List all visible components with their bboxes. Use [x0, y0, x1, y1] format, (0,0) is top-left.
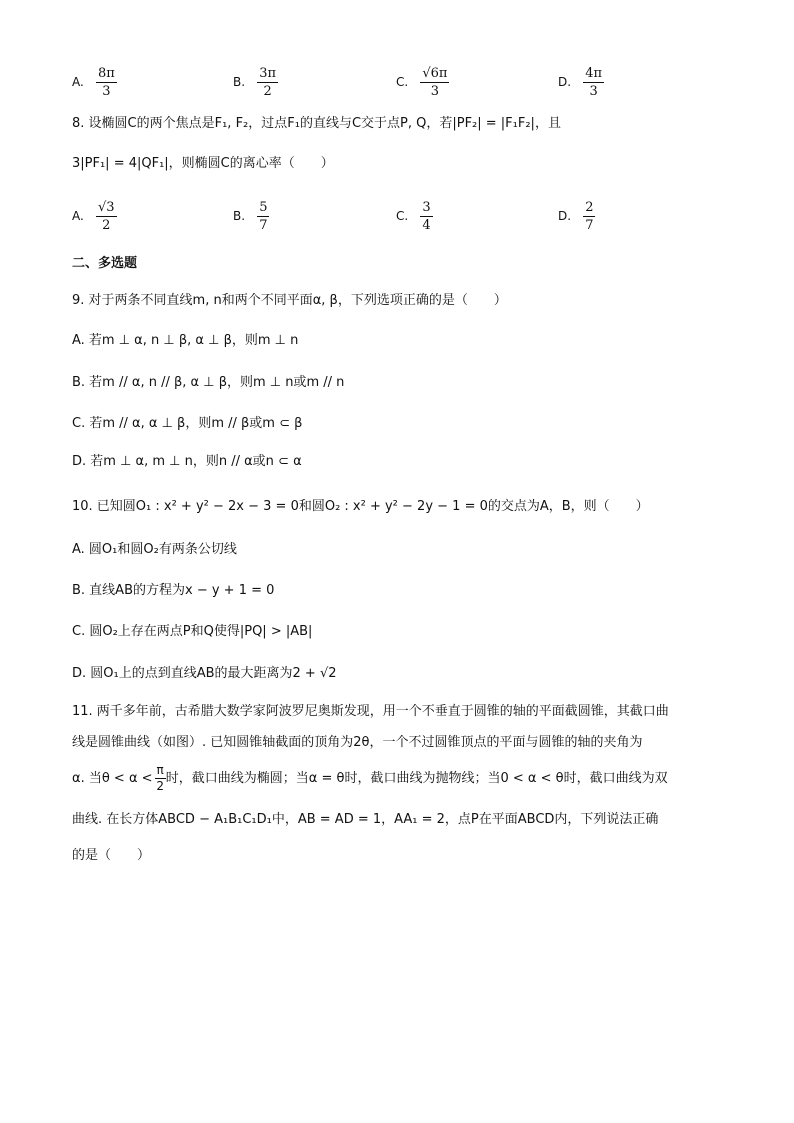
- q11-line1: 11. 两千多年前，古希腊大数学家阿波罗尼奥斯发现，用一个不垂直于圆锥的轴的平面截圆锥，其截口曲: [72, 704, 669, 719]
- fraction: [257, 66, 278, 99]
- numerator: 5: [259, 200, 268, 215]
- option-label: C.: [396, 75, 409, 89]
- q8-option-b: [233, 200, 269, 233]
- denominator: 7: [585, 218, 594, 233]
- q11-line4: 曲线. 在长方体ABCD − A₁B₁C₁D₁中，AB = AD = 1，AA₁ = 2，点P在平面ABCD内，下列说法正确: [72, 812, 659, 827]
- section-title: 二、多选题: [72, 256, 138, 271]
- denominator: 3: [430, 84, 440, 99]
- pi-over-2-fraction: [155, 764, 166, 793]
- q9-option-b: B. 若m // α, n // β, α ⊥ β，则m ⊥ n或m // n: [72, 375, 345, 390]
- fraction: [583, 66, 604, 99]
- q10-option-b: B. 直线AB的方程为x − y + 1 = 0: [72, 583, 275, 598]
- numerator: √6π: [422, 66, 448, 81]
- option-label: C.: [396, 209, 409, 223]
- numerator: 4π: [585, 66, 603, 81]
- denominator: 3: [102, 84, 111, 99]
- q8-stem-line2: 3|PF₁| = 4|QF₁|，则椭圆C的离心率（ ）: [72, 156, 334, 171]
- q7-option-c: [396, 66, 449, 99]
- q7-option-b: [233, 66, 278, 99]
- denominator: 3: [589, 84, 598, 99]
- option-label: B.: [233, 75, 246, 89]
- q10-option-c: C. 圆O₂上存在两点P和Q使得|PQ| > |AB|: [72, 624, 313, 639]
- q11-line3-end: 时，截口曲线为椭圆；当α = θ时，截口曲线为抛物线；当0 < α < θ时，截口曲线为双: [165, 771, 668, 786]
- denominator: 7: [259, 218, 268, 233]
- fraction: [96, 200, 117, 233]
- option-label: B.: [233, 209, 246, 223]
- q8-option-a: [72, 200, 117, 233]
- fraction: [420, 66, 449, 99]
- fraction: [583, 200, 595, 233]
- numerator: 2: [585, 200, 594, 215]
- q8-option-d: [558, 200, 595, 233]
- numerator: √3: [97, 200, 115, 215]
- q9-stem: 9. 对于两条不同直线m, n和两个不同平面α, β，下列选项正确的是（ ）: [72, 293, 507, 308]
- q11-line3-start: α. 当θ < α <: [72, 771, 153, 786]
- numerator: 3: [422, 200, 431, 215]
- option-label: A.: [72, 75, 84, 89]
- q7-option-a: [72, 66, 117, 99]
- fraction: [420, 200, 432, 233]
- q10-stem: 10. 已知圆O₁ : x² + y² − 2x − 3 = 0和圆O₂ : x² + y² − 2y − 1 = 0的交点为A，B，则（ ）: [72, 499, 649, 514]
- q9-option-d: D. 若m ⊥ α, m ⊥ n，则n // α或n ⊂ α: [72, 454, 302, 469]
- q9-option-a: A. 若m ⊥ α, n ⊥ β, α ⊥ β，则m ⊥ n: [72, 333, 299, 348]
- q8-stem-line1: 8. 设椭圆C的两个焦点是F₁, F₂，过点F₁的直线与C交于点P, Q，若|PF₂| = |F₁F₂|，且: [72, 116, 561, 131]
- q10-option-d: D. 圆O₁上的点到直线AB的最大距离为2 + √2: [72, 666, 337, 681]
- q7-option-d: [558, 66, 604, 99]
- fraction: [257, 200, 269, 233]
- q10-option-a: A. 圆O₁和圆O₂有两条公切线: [72, 542, 237, 557]
- denominator: 2: [263, 84, 272, 99]
- q11-line5: 的是（ ）: [72, 848, 151, 863]
- q11-line2: 线是圆锥曲线（如图）. 已知圆锥轴截面的顶角为2θ，一个不过圆锥顶点的平面与圆锥的轴的夹角为: [72, 735, 643, 750]
- fraction: [96, 66, 117, 99]
- denominator: 2: [102, 218, 111, 233]
- q11-line3: [72, 764, 668, 793]
- denominator: 4: [422, 218, 431, 233]
- numerator: 3π: [259, 66, 277, 81]
- option-label: D.: [558, 209, 572, 223]
- q8-option-c: [396, 200, 433, 233]
- numerator: π: [156, 763, 164, 777]
- option-label: A.: [72, 209, 84, 223]
- denominator: 2: [156, 779, 164, 793]
- q9-option-c: C. 若m // α, α ⊥ β，则m // β或m ⊂ β: [72, 416, 303, 431]
- numerator: 8π: [97, 66, 115, 81]
- option-label: D.: [558, 75, 572, 89]
